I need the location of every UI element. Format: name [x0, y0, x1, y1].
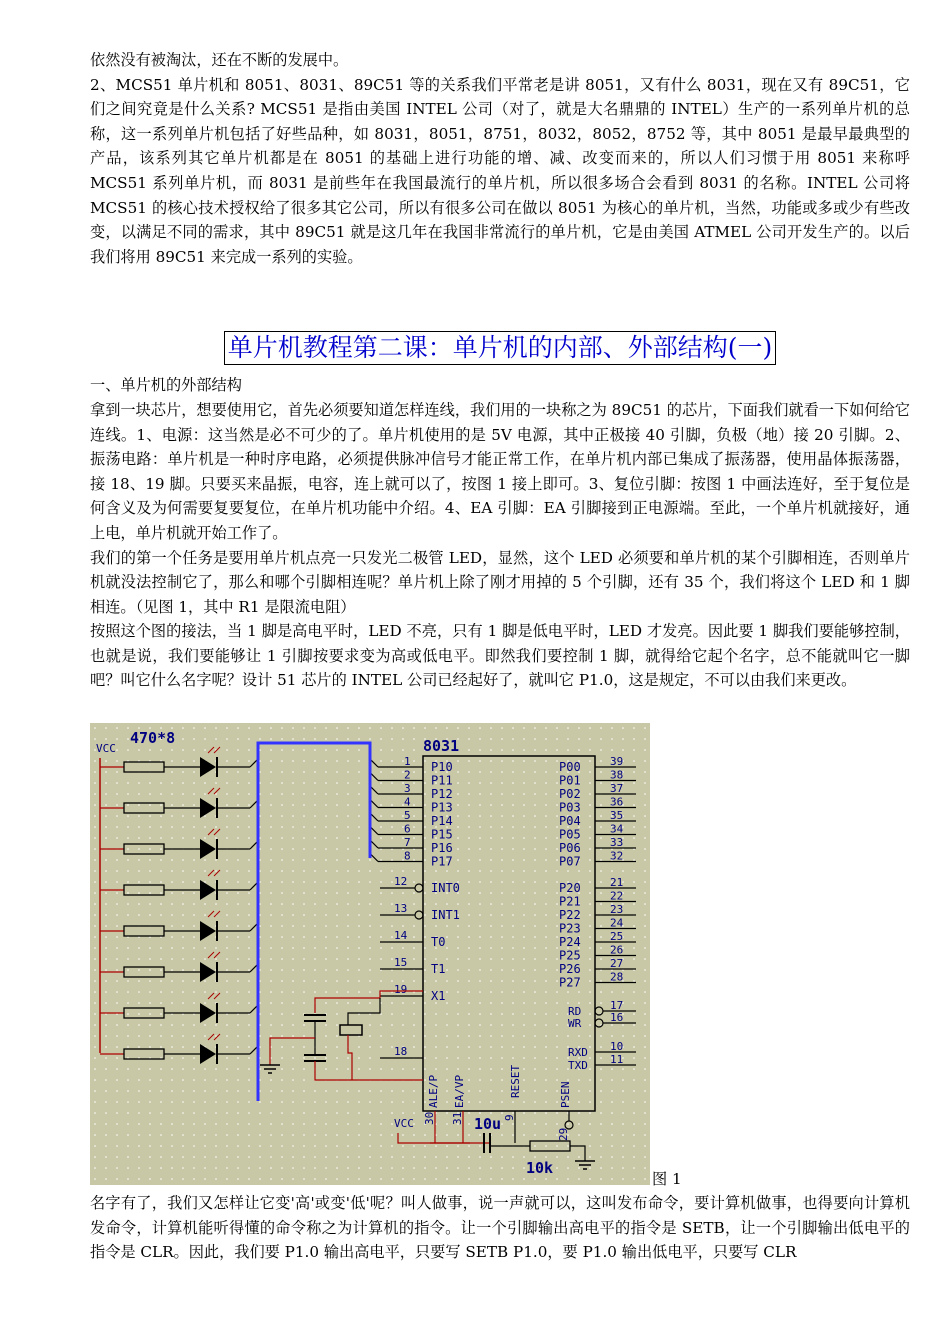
pin-name: P17: [431, 854, 453, 869]
pin-number: 6: [404, 822, 411, 836]
document-page: [90, 48, 910, 1265]
pin-name: P05: [559, 827, 581, 842]
circuit-svg: [90, 723, 650, 1185]
pin-name: P26: [559, 962, 581, 977]
pin-name: T1: [431, 962, 446, 977]
pin-name: P21: [559, 894, 581, 909]
pin-number: 7: [404, 836, 411, 850]
pin-number: 26: [610, 943, 624, 957]
vcc-label: VCC: [96, 742, 116, 756]
section-heading-external: 一、单片机的外部结构: [90, 376, 242, 395]
pin-number: 15: [394, 956, 408, 970]
pin-name: RD: [568, 1005, 582, 1019]
pin-name: P20: [559, 881, 581, 896]
lesson-title-wrap: [90, 331, 910, 365]
pin-number: 3: [404, 782, 411, 796]
pin-number: 2: [404, 768, 411, 782]
pin-number: 8: [404, 849, 411, 863]
pin-number: 11: [610, 1053, 624, 1067]
pin-number: 28: [610, 970, 624, 984]
pin-number: 12: [394, 875, 408, 889]
ea-label: EA/VP: [453, 1074, 466, 1109]
pin-number: 25: [610, 930, 624, 944]
pin-name: P00: [559, 760, 581, 775]
paragraph-intro-end: 依然没有被淘汰，还在不断的发展中。: [90, 51, 349, 69]
pin-number: 23: [610, 903, 624, 917]
pin-number: 39: [610, 755, 624, 769]
pin-name: T0: [431, 935, 446, 950]
vcc-bottom-label: VCC: [394, 1117, 414, 1131]
lesson-title: 单片机教程第二课：单片机的内部、外部结构(一): [224, 331, 777, 365]
pin-number: 5: [404, 809, 411, 823]
pin-name: P06: [559, 841, 581, 856]
pin-number: 27: [610, 957, 624, 971]
pin-name: RXD: [568, 1046, 588, 1060]
pin-name: P25: [559, 948, 581, 963]
pin-number: 24: [610, 916, 624, 930]
pin-number: 35: [610, 809, 624, 823]
pin-number: 36: [610, 795, 624, 809]
pin-name: P10: [431, 760, 453, 775]
paragraph-instructions: 名字有了，我们又怎样让它变'高'或变'低'呢？叫人做事，说一声就可以，这叫发布命令，要计算机做事，也得要向计算机发命令，计算机能听得懂的命令称之为计算机的指令。让一个引脚输出高电平的指令是 SETB，让一个引脚输出低电平的指令是 CLR。因此，我们要 P1.0 输出高电平，只要写 SETB P1.0，要 P1.0 输出低电平，只要写 CLR: [90, 1194, 910, 1262]
pin-name: P02: [559, 787, 581, 802]
resistor-array-label: 470*8: [130, 729, 176, 748]
pin-number: 34: [610, 822, 624, 836]
pin-number: 17: [610, 999, 624, 1013]
pin-name: P15: [431, 827, 453, 842]
svg-text:31: 31: [451, 1111, 464, 1126]
reset-res-label: 10k: [526, 1159, 554, 1178]
pin-name: P07: [559, 854, 581, 869]
pin-name: INT0: [431, 881, 460, 896]
pin-number: 21: [610, 876, 624, 890]
pin-number: 18: [394, 1045, 408, 1059]
pin-number: 19: [394, 983, 408, 997]
paragraph-wiring: 拿到一块芯片，想要使用它，首先必须要知道怎样连线，我们用的一块称之为 89C51 的芯片，下面我们就看一下如何给它连线。1、电源：这当然是必不可少的了。单片机使用的是 5V 电源，其中正极接 40 引脚，负极（地）接 20 引脚。2、振荡电路：单片机是一种时序电路，必须提供脉冲信号才能正常工作，在单片机内部已集成了振荡器，使用晶体振荡器，接 18、19 脚。只要买来晶振，电容，连上就可以了，按图 1 接上即可。3、复位引脚：按图 1 中画法连好，至于复位是何含义及为何需要复要复位，在单片机功能中介绍。4、EA 引脚：EA 引脚接到正电源端。至此，一个单片机就接好，通上电，单片机就开始工作了。: [90, 400, 910, 542]
figure-row: [90, 723, 910, 1189]
pin-name: P01: [559, 773, 581, 788]
pin-number: 37: [610, 782, 624, 796]
pin-name: INT1: [431, 908, 460, 923]
ale-label: ALE/P: [427, 1074, 440, 1109]
figure-caption: 图 1: [652, 1170, 682, 1189]
reset-cap-label: 10u: [474, 1115, 502, 1134]
svg-text:9: 9: [503, 1114, 516, 1122]
pin-name: TXD: [568, 1059, 588, 1073]
pin-name: P27: [559, 975, 581, 990]
pin-name: WR: [568, 1017, 582, 1031]
pin-name: P14: [431, 814, 453, 829]
pin-name: P22: [559, 908, 581, 923]
pin-name: P03: [559, 800, 581, 815]
pin-name: P04: [559, 814, 581, 829]
paragraph-mcs51-relation: 2、MCS51 单片机和 8051、8031、89C51 等的关系我们平常老是讲 8051，又有什么 8031，现在又有 89C51，它们之间究竟是什么关系? MCS51 是指由美国 INTEL 公司（对了，就是大名鼎鼎的 INTEL）生产的一系列单片机的总称，这一系列单片机包括了好些品种，如 8031，8051，8751，8032，8052，8752 等，其中 8051 是最早最典型的产品，该系列其它单片机都是在 8051 的基础上进行功能的增、减、改变而来的，所以人们习惯于用 8051 来称呼 MCS51 系列单片机，而 8031 是前些年在我国最流行的单片机，所以很多场合会看到 8031 的名称。INTEL 公司将 MCS51 的核心技术授权给了很多其它公司，所以有很多公司在做以 8051 为核心的单片机，当然，功能或多或少有些改变，以满足不同的需求，其中 89C51 就是这几年在我国非常流行的单片机，它是由美国 ATMEL 公司开发生产的。以后我们将用 89C51 来完成一系列的实验。: [90, 75, 910, 266]
pin-number: 4: [404, 795, 411, 809]
psen-label: PSEN: [559, 1081, 572, 1109]
pin-number: 16: [610, 1011, 624, 1025]
reset-label: RESET: [509, 1064, 522, 1099]
pin-number: 33: [610, 836, 624, 850]
pin-number: 38: [610, 768, 624, 782]
pin-name: P16: [431, 841, 453, 856]
pin-name: P12: [431, 787, 453, 802]
pin-number: 22: [610, 889, 624, 903]
svg-text:29: 29: [557, 1127, 570, 1142]
circuit-diagram: [90, 723, 650, 1185]
chip-name: 8031: [423, 737, 460, 756]
pin-number: 1: [404, 755, 411, 769]
pin-name: P13: [431, 800, 453, 815]
pin-name: P11: [431, 773, 453, 788]
pin-name: P23: [559, 921, 581, 936]
pin-number: 13: [394, 902, 408, 916]
paragraph-led-task: 我们的第一个任务是要用单片机点亮一只发光二极管 LED，显然，这个 LED 必须要和单片机的某个引脚相连，否则单片机就没法控制它了，那么和哪个引脚相连呢？单片机上除了刚才用掉的 5 个引脚，还有 35 个，我们将这个 LED 和 1 脚相连。（见图 1，其中 R1 是限流电阻）: [90, 548, 910, 616]
pin-number: 14: [394, 929, 408, 943]
pin-name: P24: [559, 935, 581, 950]
svg-text:30: 30: [423, 1111, 436, 1126]
pin-number: 32: [610, 849, 624, 863]
pin-name: X1: [431, 989, 446, 1004]
pin-number: 10: [610, 1040, 624, 1054]
paragraph-pin-naming: 按照这个图的接法，当 1 脚是高电平时，LED 不亮，只有 1 脚是低电平时，LED 才发亮。因此要 1 脚我们要能够控制，也就是说，我们要能够让 1 引脚按要求变为高或低电平。即然我们要控制 1 脚，就得给它起个名字，总不能就叫它一脚吧？叫它什么名字呢？设计 51 芯片的 INTEL 公司已经起好了，就叫它 P1.0，这是规定，不可以由我们来更改。: [90, 622, 910, 690]
